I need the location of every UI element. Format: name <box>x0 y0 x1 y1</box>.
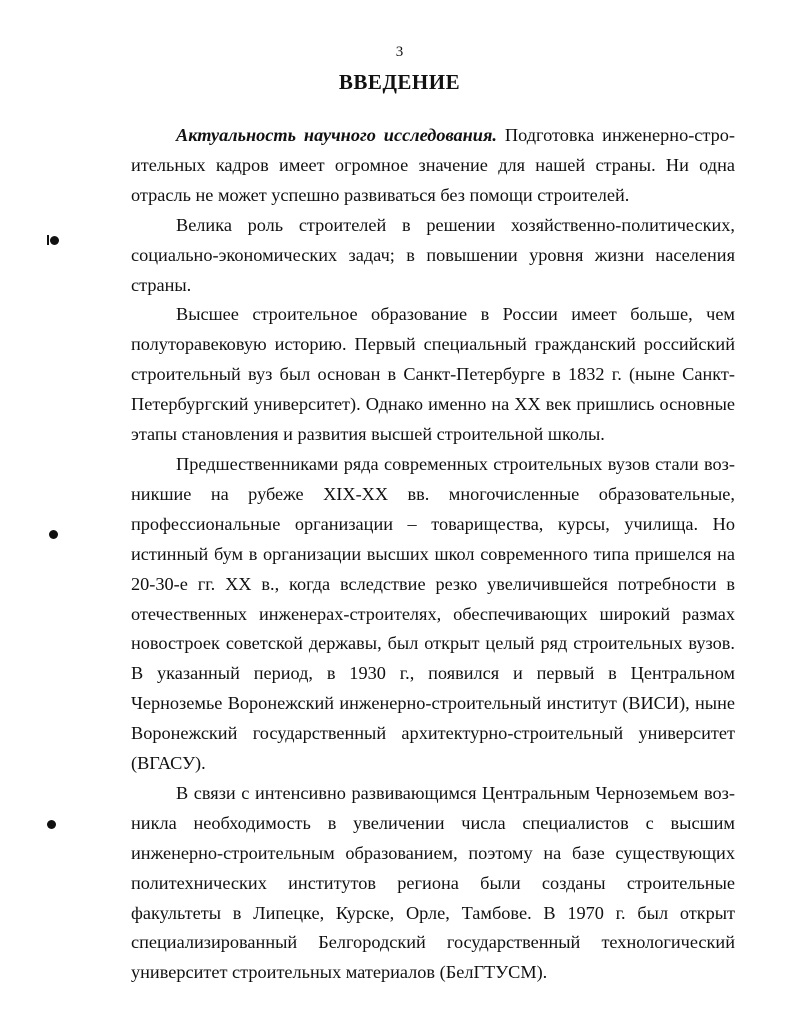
paragraph-1-text: Подготовка инженерно-строительных кадров имеет огромное значение для нашей страны. Ни одна отрасль не может успешно развиваться без помощи строителей. <box>131 125 735 205</box>
page-number: 3 <box>395 44 404 60</box>
paragraph-2: Велика роль строителей в решении хозяйственно-политических, социально-экономических задач; в повышении уровня жизни населения страны. <box>131 214 735 295</box>
paragraph-4: Предшественниками ряда современных строительных вузов стали возникшие на рубеже XIX-XX вв. многочисленные образовательные, профессиональные организации – товарищества, курсы, училища. Но истинный бум в организации высших школ современного типа пришелся на 20-30-е гг. XX в., когда вследствие резко увеличившейся потребности в отечественных инженерах-строителях, обеспечивающих широкий размах новостроек советской державы, был открыт целый ряд строительных вузов. В указанный период, в 1930 г., появился и первый в Центральном Черноземье Воронежский инженерно-строительный институт (ВИСИ), ныне Воронежский государственный архитектурно-строительный университет (ВГАСУ). <box>131 453 735 774</box>
binding-hole-mark <box>47 820 56 829</box>
binding-hole-mark <box>49 530 58 539</box>
binding-hole-mark <box>47 235 49 245</box>
page-title: ВВЕДЕНИЕ <box>338 70 461 94</box>
paragraph-1 <box>131 121 735 211</box>
body-text <box>131 121 735 988</box>
paragraph-5: В связи с интенсивно развивающимся Центральным Черноземьем возникла необходимость в увеличении числа специалистов с высшим инженерно-строительным образованием, поэтому на базе существующих политехнических институтов региона были созданы строительные факультеты в Липецке, Курске, Орле, Тамбове. В 1970 г. был открыт специализированный Белгородский государственный технологический университет строительных материалов (БелГТУСМ). <box>131 782 735 983</box>
paragraph-3: Высшее строительное образование в России имеет больше, чем полуторавековую историю. Первый специальный гражданский российский строительный вуз был основан в Санкт-Петербурге в 1832 г. (ныне Санкт-Петербургский университет). Однако именно на XX век пришлись основные этапы становления и развития высшей строительной школы. <box>131 304 735 445</box>
paragraph-1-lead: Актуальность научного исследования. <box>176 125 497 145</box>
binding-hole-mark <box>50 236 59 245</box>
